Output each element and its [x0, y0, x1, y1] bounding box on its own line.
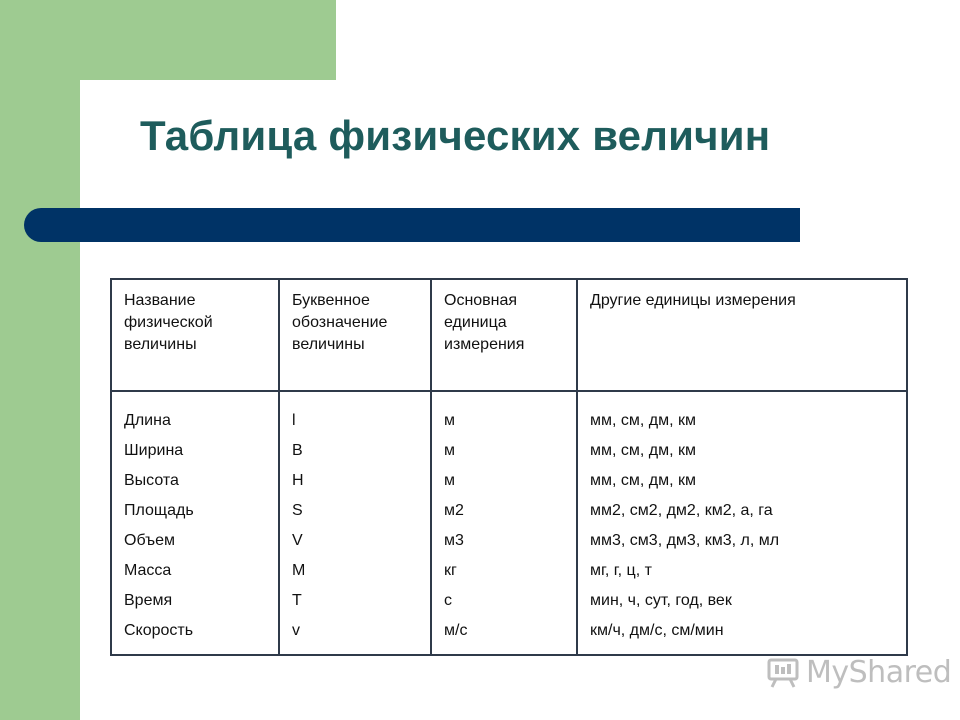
cell-base-unit: м2 — [444, 502, 464, 519]
cell-quantity-name: Площадь — [124, 502, 194, 519]
watermark — [766, 655, 951, 690]
cell-letter-symbol: l — [292, 412, 296, 429]
cell-quantity-name: Масса — [124, 562, 172, 579]
cell-letter-symbol: H — [292, 472, 304, 489]
cell-letter-symbol: S — [292, 502, 303, 519]
cell-letter-symbol: B — [292, 442, 303, 459]
header-other-units: Другие единицы измерения — [577, 279, 907, 391]
cell-quantity-name: Скорость — [124, 622, 194, 639]
cell-other-units: мм, см, дм, км — [590, 442, 697, 459]
presentation-board-icon — [766, 658, 800, 688]
cell-other-units: мм3, см3, дм3, км3, л, мл — [590, 532, 780, 549]
decorative-green-top — [0, 0, 336, 80]
decorative-rounded-corner — [80, 80, 336, 280]
column-base-units — [431, 391, 577, 655]
cell-other-units: мм, см, дм, км — [590, 472, 697, 489]
slide-title: Таблица физических величин — [140, 112, 771, 159]
cell-base-unit: с — [444, 592, 452, 609]
cell-other-units: мин, ч, сут, год, век — [590, 592, 732, 609]
title-underline-bar — [24, 208, 800, 242]
cell-quantity-name: Длина — [124, 412, 171, 429]
cell-base-unit: м — [444, 412, 455, 429]
cell-base-unit: м3 — [444, 532, 464, 549]
cell-base-unit: м — [444, 472, 455, 489]
cell-other-units: мг, г, ц, т — [590, 562, 652, 579]
header-base-unit: Основная единица измерения — [431, 279, 577, 391]
watermark-text: MyShared — [806, 655, 952, 690]
cell-base-unit: м — [444, 442, 455, 459]
decorative-green-sidebar — [0, 0, 80, 720]
column-quantity-names — [111, 391, 279, 655]
cell-letter-symbol: v — [292, 622, 300, 639]
cell-base-unit: м/с — [444, 622, 468, 639]
cell-quantity-name: Объем — [124, 532, 175, 549]
header-quantity-name: Название физической величины — [111, 279, 279, 391]
cell-base-unit: кг — [444, 562, 457, 579]
table-header-row — [111, 279, 907, 391]
cell-letter-symbol: M — [292, 562, 306, 579]
cell-quantity-name: Ширина — [124, 442, 184, 459]
cell-other-units: мм2, см2, дм2, км2, а, га — [590, 502, 773, 519]
table-row — [111, 391, 907, 655]
cell-other-units: мм, см, дм, км — [590, 412, 697, 429]
header-letter-symbol: Буквенное обозначение величины — [279, 279, 431, 391]
column-letter-symbols — [279, 391, 431, 655]
cell-quantity-name: Время — [124, 592, 173, 609]
cell-quantity-name: Высота — [124, 472, 179, 489]
column-other-units — [577, 391, 907, 655]
cell-letter-symbol: T — [292, 592, 302, 609]
cell-other-units: км/ч, дм/с, см/мин — [590, 622, 724, 639]
physical-quantities-table — [110, 278, 908, 656]
cell-letter-symbol: V — [292, 532, 303, 549]
